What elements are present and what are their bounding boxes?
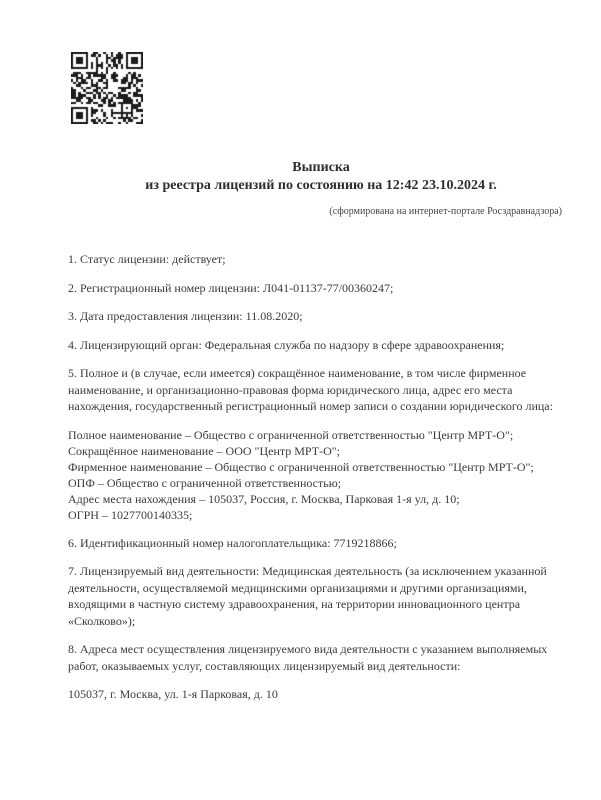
taxpayer-number bbox=[68, 535, 556, 552]
formation-note: (сформирована на интернет-портале Росздравнадзора) bbox=[329, 206, 562, 217]
paragraph-line: 105037, г. Москва, ул. 1-я Парковая, д. 10 bbox=[68, 687, 278, 701]
licensed-activity bbox=[68, 563, 556, 629]
paragraph-line: 3. Дата предоставления лицензии: 11.08.2020; bbox=[68, 309, 303, 323]
registration-number bbox=[68, 280, 556, 297]
document-body bbox=[68, 251, 556, 715]
paragraph-line: Фирменное наименование – Общество с ограниченной ответственностью "Центр МРТ-О"; bbox=[68, 459, 534, 474]
paragraph-line: 2. Регистрационный номер лицензии: Л041-01137-77/00360247; bbox=[68, 280, 394, 295]
paragraph-line: 1. Статус лицензии: действует; bbox=[68, 252, 226, 266]
organization-details bbox=[68, 427, 556, 523]
paragraph-line: Сокращённое наименование – ООО "Центр МРТ-О"; bbox=[68, 443, 340, 458]
activity-address bbox=[68, 686, 556, 703]
paragraph-line: 7. Лицензируемый вид деятельности: Медицинская деятельность (за исключением указанной деятельности, осуществляемой медицинскими организациями и другими организациями, входящими в частную систему здравоохранения, на территории инновационного центра «Сколково»); bbox=[68, 564, 547, 628]
paragraph-line: 6. Идентификационный номер налогоплательщика: 7719218866; bbox=[68, 535, 397, 550]
licensing-authority bbox=[68, 337, 556, 354]
activity-addresses-heading bbox=[68, 641, 556, 674]
qr-code bbox=[71, 52, 143, 124]
paragraph-line: Адрес места нахождения – 105037, Россия, г. Москва, Парковая 1-я ул, д. 10; bbox=[68, 491, 460, 506]
license-status bbox=[68, 251, 556, 268]
paragraph-line: Полное наименование – Общество с ограниченной ответственностью "Центр МРТ-О"; bbox=[68, 427, 514, 442]
document-title bbox=[68, 159, 574, 195]
paragraph-line: 8. Адреса мест осуществления лицензируемого вида деятельности с указанием выполняемых работ, оказываемых услуг, составляющих лицензируемый вид деятельности: bbox=[68, 642, 548, 673]
grant-date bbox=[68, 308, 556, 325]
title-line-1: Выписка bbox=[292, 160, 350, 175]
paragraph-line: ОПФ – Общество с ограниченной ответственностью; bbox=[68, 475, 342, 490]
title-line-2: из реестра лицензий по состоянию на 12:42 23.10.2024 г. bbox=[145, 178, 497, 193]
organization-heading bbox=[68, 365, 556, 415]
qr-code-image bbox=[71, 52, 143, 124]
paragraph-line: 5. Полное и (в случае, если имеется) сокращённое наименование, в том числе фирменное наименование, и организационно-правовая форма юридического лица, адрес его места нахождения, государственный регистрационный номер записи о создании юридического лица: bbox=[68, 366, 553, 413]
paragraph-line: ОГРН – 1027700140335; bbox=[68, 507, 193, 522]
paragraph-line: 4. Лицензирующий орган: Федеральная служба по надзору в сфере здравоохранения; bbox=[68, 337, 505, 352]
